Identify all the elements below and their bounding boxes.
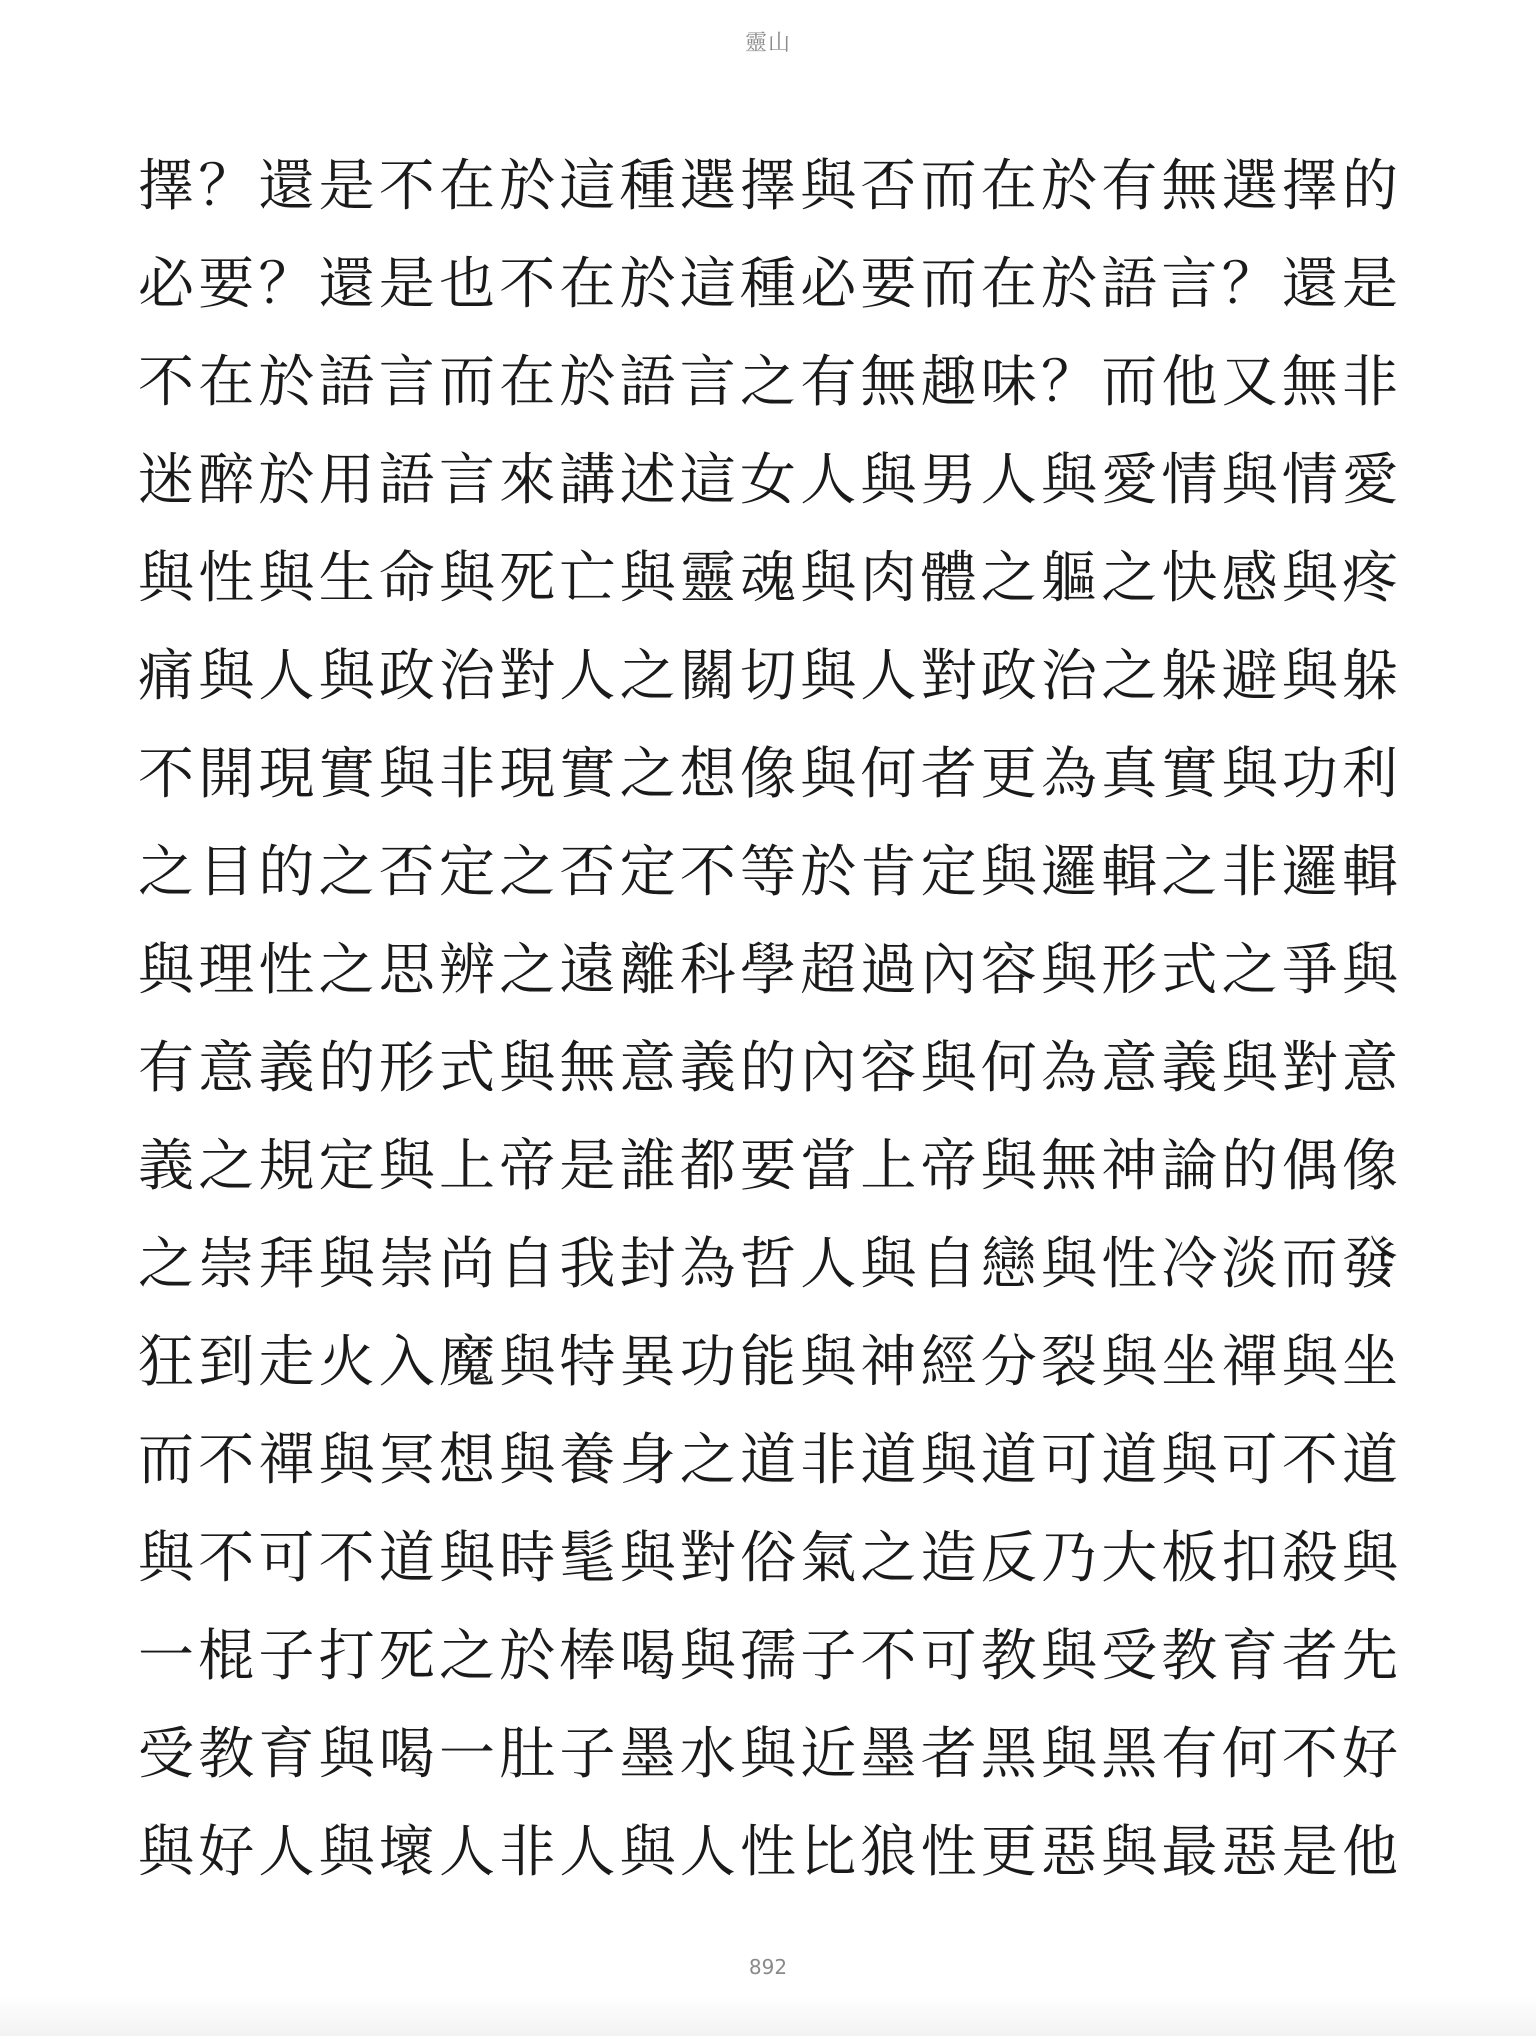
text-line: 痛與人與政治對人之關切與人對政治之躲避與躲 [138,644,1398,709]
text-line: 有意義的形式與無意義的內容與何為意義與對意 [138,1036,1398,1101]
text-line: 之目的之否定之否定不等於肯定與邏輯之非邏輯 [138,840,1398,905]
text-line: 與理性之思辨之遠離科學超過內容與形式之爭與 [138,938,1398,1003]
text-line: 之崇拜與崇尚自我封為哲人與自戀與性冷淡而發 [138,1232,1398,1297]
text-line: 不開現實與非現實之想像與何者更為真實與功利 [138,742,1398,807]
bottom-shadow [0,1996,1536,2036]
text-line: 不在於語言而在於語言之有無趣味？而他又無非 [138,350,1398,415]
text-line: 受教育與喝一肚子墨水與近墨者黑與黑有何不好 [138,1722,1398,1787]
page-number: 892 [748,1955,788,1979]
book-title: 靈山 [744,31,791,56]
text-line: 與好人與壞人非人與人性比狼性更惡與最惡是他 [138,1820,1398,1885]
text-line: 狂到走火入魔與特異功能與神經分裂與坐禪與坐 [138,1330,1398,1395]
text-line: 與不可不道與時髦與對俗氣之造反乃大板扣殺與 [138,1526,1398,1591]
text-line: 必要？還是也不在於這種必要而在於語言？還是 [138,252,1398,317]
text-line: 義之規定與上帝是誰都要當上帝與無神論的偶像 [138,1134,1398,1199]
text-line: 與性與生命與死亡與靈魂與肉體之軀之快感與疼 [138,546,1398,611]
text-line: 擇？還是不在於這種選擇與否而在於有無選擇的 [138,154,1398,219]
text-line: 而不禪與冥想與養身之道非道與道可道與可不道 [138,1428,1398,1493]
text-line: 迷醉於用語言來講述這女人與男人與愛情與情愛 [138,448,1398,513]
text-line: 一棍子打死之於棒喝與孺子不可教與受教育者先 [138,1624,1398,1689]
page-text [138,138,1398,1902]
